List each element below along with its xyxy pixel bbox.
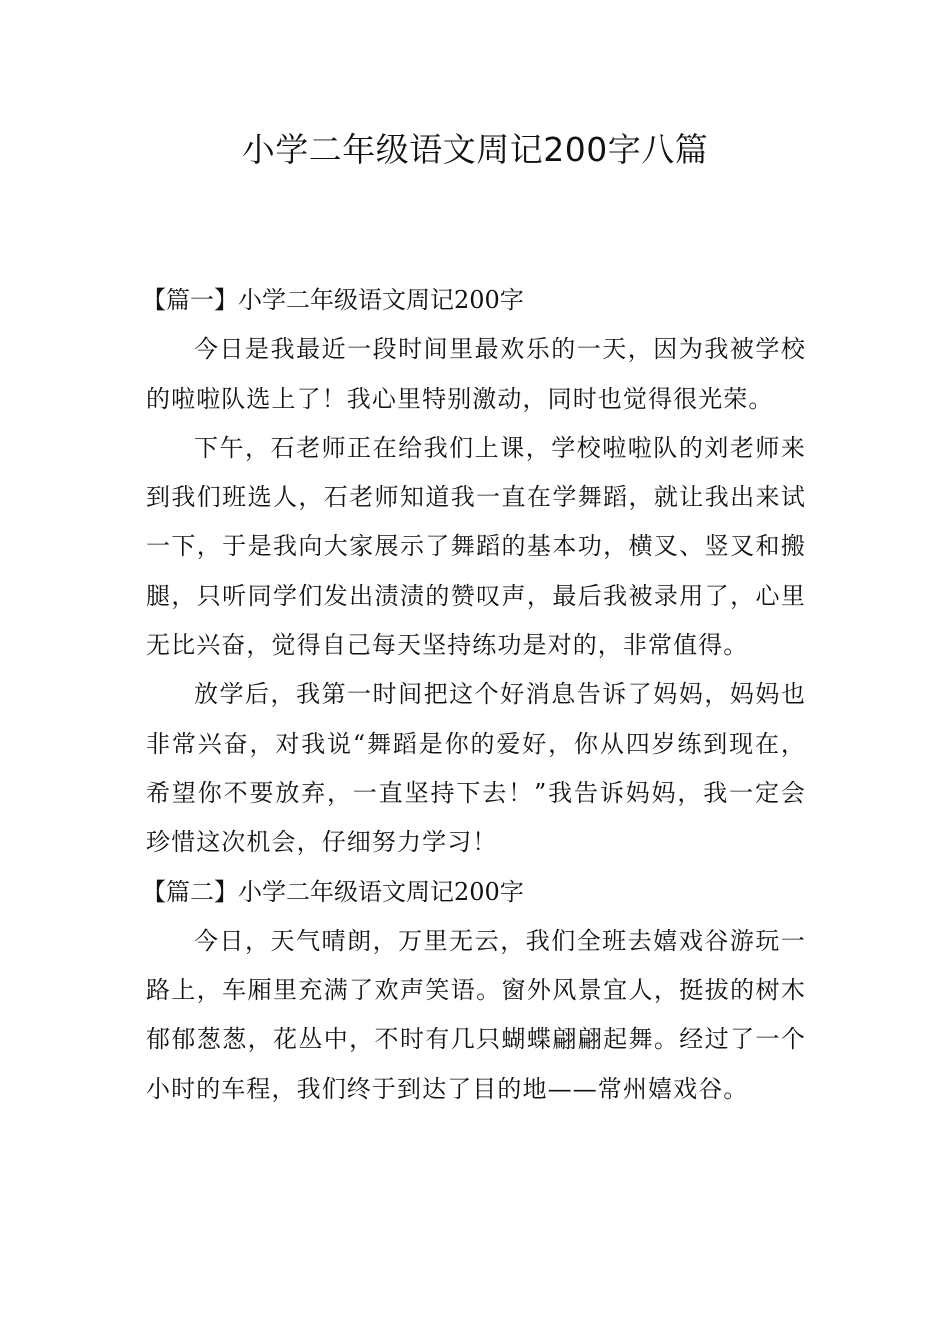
paragraph: 今日是我最近一段时间里最欢乐的一天，因为我被学校的啦啦队选上了！我心里特别激动，同时也觉得很光荣。: [146, 335, 806, 413]
paragraph: 下午，石老师正在给我们上课，学校啦啦队的刘老师来到我们班选人，石老师知道我一直在学舞蹈，就让我出来试一下，于是我向大家展示了舞蹈的基本功，横叉、竖叉和搬腿，只听同学们发出渍渍的赞叹声，最后我被录用了，心里无比兴奋，觉得自己每天坚持练功是对的，非常值得。: [146, 433, 806, 660]
section-heading: 【篇二】小学二年级语文周记200字: [142, 877, 524, 906]
paragraph: 放学后，我第一时间把这个好消息告诉了妈妈，妈妈也非常兴奋，对我说“舞蹈是你的爱好，你从四岁练到现在，希望你不要放弃，一直坚持下去！”我告诉妈妈，我一定会珍惜这次机会，仔细努力学习！: [146, 680, 806, 857]
section-2: [142, 868, 806, 1114]
document-body: [142, 276, 806, 1114]
paragraph: 今日，天气晴朗，万里无云，我们全班去嬉戏谷游玩一路上，车厢里充满了欢声笑语。窗外风景宜人，挺拔的树木郁郁葱葱，花丛中，不时有几只蝴蝶翩翩起舞。经过了一个小时的车程，我们终于到达了目的地——常州嬉戏谷。: [146, 926, 806, 1103]
section-1: [142, 276, 806, 868]
section-heading: 【篇一】小学二年级语文周记200字: [142, 286, 524, 314]
document-title: 小学二年级语文周记200字八篇: [241, 130, 709, 169]
